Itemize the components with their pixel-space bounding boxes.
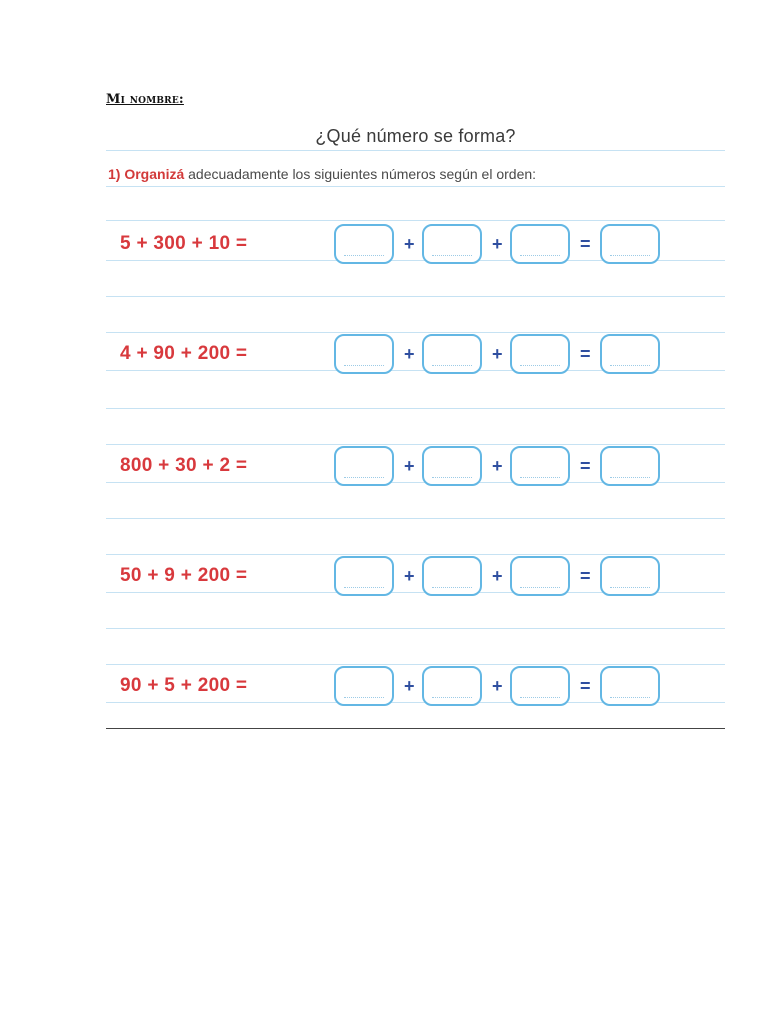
instruction <box>108 166 536 182</box>
exercise-row <box>106 224 725 266</box>
answer-box-2[interactable] <box>422 446 482 486</box>
ruled-line <box>106 518 725 519</box>
ruled-line <box>106 408 725 409</box>
answer-box-result[interactable] <box>600 666 660 706</box>
exercise-row <box>106 666 725 708</box>
answer-box-1[interactable] <box>334 334 394 374</box>
plus-sign: + <box>404 234 415 254</box>
answer-box-result[interactable] <box>600 446 660 486</box>
equals-sign: = <box>580 344 591 364</box>
plus-sign: + <box>404 456 415 476</box>
plus-sign: + <box>404 676 415 696</box>
plus-sign: + <box>492 676 503 696</box>
worksheet-title: ¿Qué número se forma? <box>315 126 516 146</box>
equals-sign: = <box>580 676 591 696</box>
ruled-line <box>106 150 725 151</box>
exercise-expression: 4 + 90 + 200 = <box>120 343 248 364</box>
answer-box-2[interactable] <box>422 224 482 264</box>
exercise-expression: 90 + 5 + 200 = <box>120 675 248 696</box>
equals-sign: = <box>580 566 591 586</box>
ruled-line <box>106 220 725 221</box>
equals-sign: = <box>580 456 591 476</box>
answer-box-2[interactable] <box>422 556 482 596</box>
ruled-line <box>106 296 725 297</box>
instruction-text: adecuadamente los siguientes números según el orden: <box>188 166 537 182</box>
exercise-row <box>106 556 725 598</box>
ruled-line <box>106 444 725 445</box>
answer-box-2[interactable] <box>422 334 482 374</box>
answer-box-result[interactable] <box>600 334 660 374</box>
bottom-divider <box>106 728 725 729</box>
plus-sign: + <box>492 456 503 476</box>
answer-box-1[interactable] <box>334 446 394 486</box>
equals-sign: = <box>580 234 591 254</box>
answer-box-3[interactable] <box>510 446 570 486</box>
answer-box-result[interactable] <box>600 556 660 596</box>
exercise-expression: 5 + 300 + 10 = <box>120 233 248 254</box>
ruled-line <box>106 628 725 629</box>
ruled-line <box>106 664 725 665</box>
name-label: Mi nombre: <box>106 92 184 107</box>
answer-box-result[interactable] <box>600 224 660 264</box>
exercise-row <box>106 446 725 488</box>
instruction-verb: Organizá <box>124 166 185 182</box>
answer-box-1[interactable] <box>334 556 394 596</box>
answer-box-3[interactable] <box>510 224 570 264</box>
plus-sign: + <box>492 566 503 586</box>
exercise-expression: 50 + 9 + 200 = <box>120 565 248 586</box>
exercise-expression: 800 + 30 + 2 = <box>120 455 248 476</box>
answer-box-1[interactable] <box>334 224 394 264</box>
answer-box-3[interactable] <box>510 334 570 374</box>
instruction-number: 1) <box>108 166 121 182</box>
exercise-row <box>106 334 725 376</box>
worksheet <box>106 120 725 728</box>
ruled-line <box>106 554 725 555</box>
plus-sign: + <box>492 344 503 364</box>
ruled-line <box>106 186 725 187</box>
answer-box-3[interactable] <box>510 556 570 596</box>
ruled-line <box>106 332 725 333</box>
plus-sign: + <box>492 234 503 254</box>
plus-sign: + <box>404 344 415 364</box>
answer-box-2[interactable] <box>422 666 482 706</box>
answer-box-3[interactable] <box>510 666 570 706</box>
plus-sign: + <box>404 566 415 586</box>
answer-box-1[interactable] <box>334 666 394 706</box>
